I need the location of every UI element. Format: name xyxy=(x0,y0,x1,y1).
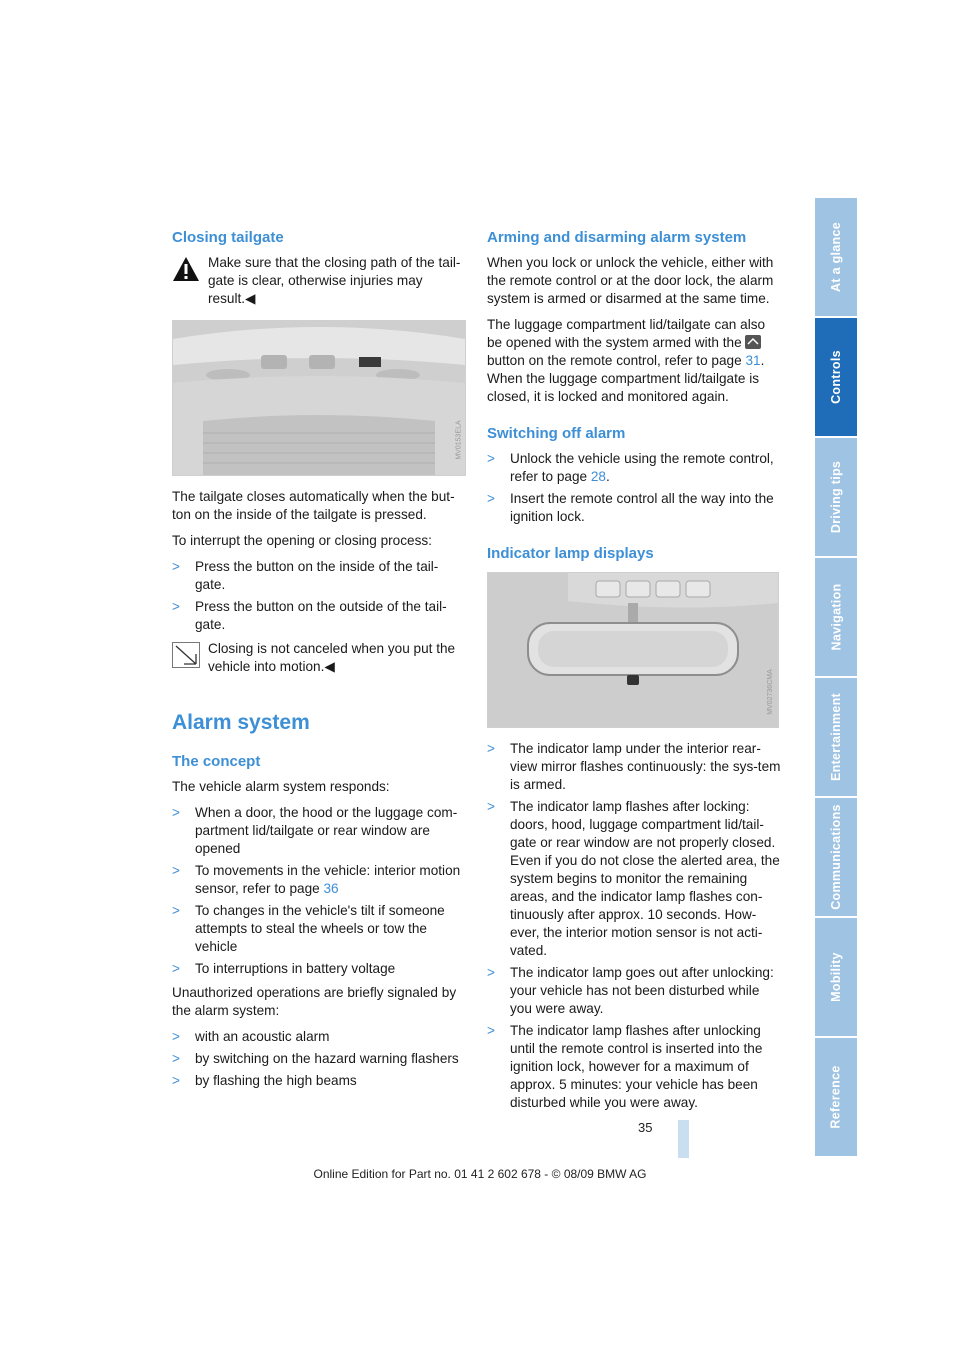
list-item: > The indicator lamp under the interior rear-view mirror flashes continuously: the sys-tem is armed. xyxy=(487,741,781,792)
concept-heading: The concept xyxy=(172,753,261,770)
page-marker-bar xyxy=(678,1120,689,1158)
tailgate-para2: To interrupt the opening or closing process: xyxy=(172,533,432,548)
signal-list xyxy=(172,1028,468,1090)
list-item: > When a door, the hood or the luggage com-partment lid/tailgate or rear window are opened xyxy=(172,805,458,856)
tab-label: Mobility xyxy=(829,952,843,1002)
warning-triangle-icon xyxy=(172,256,200,282)
switching-off-heading: Switching off alarm xyxy=(487,425,626,442)
list-item: > The indicator lamp goes out after unlocking: your vehicle has not been disturbed while you were away. xyxy=(487,965,774,1016)
page-link-36[interactable]: 36 xyxy=(323,881,339,896)
note-text: Closing is not canceled when you put the vehicle into motion.◀ xyxy=(208,641,456,674)
note-icon xyxy=(172,642,200,668)
photo-code: MV02736CMA xyxy=(767,669,775,715)
list-item: > To interruptions in battery voltage xyxy=(172,961,396,976)
footer-text: Online Edition for Part no. 01 41 2 602 678 - © 08/09 BMW AG xyxy=(313,1167,647,1181)
indicator-list xyxy=(487,740,783,1112)
arming-para1: When you lock or unlock the vehicle, either with the remote control or at the door lock, the alarm system is armed or disarmed at the same time. xyxy=(487,255,774,306)
tab-mobility[interactable] xyxy=(815,918,857,1036)
mirror-photo xyxy=(487,572,779,728)
left-column xyxy=(172,228,468,1096)
indicator-heading: Indicator lamp displays xyxy=(487,545,654,562)
list-item: > Press the button on the inside of the tail-gate. xyxy=(172,559,439,592)
list-item: > The indicator lamp flashes after locking: doors, hood, luggage compartment lid/tail-gate or rear window are not properly closed. Even if you do not close the alerted area, the system begins to monitor the remaining areas, and the indicator lamp flashes con-tinuously after approx. 10 seconds. How-ever, the interior motion sensor is not acti-vated. xyxy=(487,799,780,958)
tab-label: Communications xyxy=(829,804,844,910)
page-link-31[interactable]: 31 xyxy=(745,353,761,368)
tailgate-photo xyxy=(172,320,466,476)
tab-label: Controls xyxy=(829,350,844,404)
tab-label: Navigation xyxy=(829,583,843,651)
info-note xyxy=(172,640,468,676)
interrupt-list xyxy=(172,558,468,634)
tailgate-para1: The tailgate closes automatically when the but-ton on the inside of the tailgate is pressed. xyxy=(172,489,455,522)
photo-code: MV0153ELA xyxy=(455,420,463,460)
mirror-illustration xyxy=(488,573,778,727)
list-item: > by flashing the high beams xyxy=(172,1073,357,1088)
list-item: > with an acoustic alarm xyxy=(172,1029,330,1044)
closing-tailgate-heading: Closing tailgate xyxy=(172,229,284,246)
list-item: > Insert the remote control all the way into the ignition lock. xyxy=(487,491,774,524)
tab-at-a-glance[interactable] xyxy=(815,198,857,316)
arming-para2: The luggage compartment lid/tailgate can also be opened with the system armed with the button on the remote control, refer to page 31. When the luggage compartment lid/tailgate is closed, it is locked and monitored again. xyxy=(487,317,766,404)
list-item: > Unlock the vehicle using the remote control, refer to page 28. xyxy=(487,451,774,484)
page-link-28[interactable]: 28 xyxy=(590,469,606,484)
concept-intro: The vehicle alarm system responds: xyxy=(172,779,390,794)
arming-heading: Arming and disarming alarm system xyxy=(487,229,747,246)
alarm-system-heading: Alarm system xyxy=(172,711,310,734)
responds-list xyxy=(172,804,468,978)
tab-label: Reference xyxy=(829,1065,843,1129)
list-item: > Press the button on the outside of the tail-gate. xyxy=(172,599,447,632)
warning-note xyxy=(172,254,468,308)
page-number: 35 xyxy=(638,1120,653,1135)
warning-text: Make sure that the closing path of the tail-gate is clear, otherwise injuries may result.◀ xyxy=(208,255,461,306)
tab-driving-tips[interactable] xyxy=(815,438,857,556)
tab-communications[interactable] xyxy=(815,798,857,916)
switch-off-list xyxy=(487,450,783,526)
tab-navigation[interactable] xyxy=(815,558,857,676)
list-item: > The indicator lamp flashes after unlocking until the remote control is inserted into the ignition lock, however for a maximum of approx. 5 minutes: your vehicle has been disturbed while you were away. xyxy=(487,1023,763,1110)
tab-controls[interactable] xyxy=(815,318,857,436)
tab-entertainment[interactable] xyxy=(815,678,857,796)
tab-label: At a glance xyxy=(829,222,843,292)
tailgate-button-icon xyxy=(745,335,761,349)
list-item: > To movements in the vehicle: interior motion sensor, refer to page 36 xyxy=(172,863,461,896)
tab-label: Entertainment xyxy=(829,693,844,781)
list-item: > by switching on the hazard warning flashers xyxy=(172,1051,459,1066)
tab-label: Driving tips xyxy=(829,460,844,534)
tailgate-illustration xyxy=(173,321,465,475)
right-column xyxy=(487,228,783,1118)
unauthorized-para: Unauthorized operations are briefly signaled by the alarm system: xyxy=(172,985,457,1018)
list-item: > To changes in the vehicle's tilt if someone attempts to steal the wheels or tow the vehicle xyxy=(172,903,445,954)
tab-reference[interactable] xyxy=(815,1038,857,1156)
